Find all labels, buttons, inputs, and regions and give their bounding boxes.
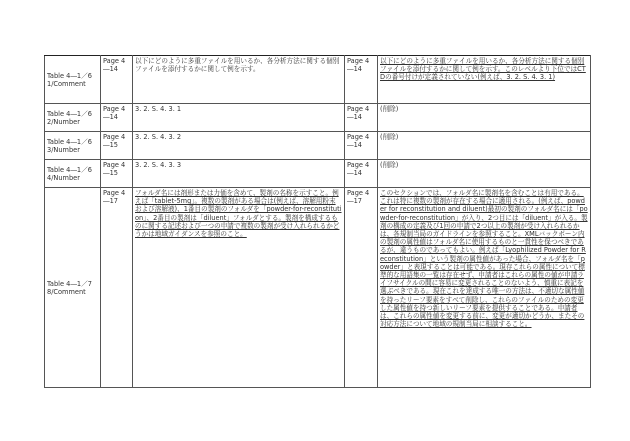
page-cell-right: Page 4―14 — [345, 104, 378, 132]
page-cell-left: Page 4―15 — [101, 160, 133, 188]
page-cell-left: Page 4―15 — [101, 132, 133, 160]
right-text-cell: (削除) — [378, 160, 591, 188]
right-text-cell: 以下にどのように多重ファイルを用いるか、各分析方法に関する個別ファイルを添付するかに関して例を示す。このレベルより下位ではCTDの番号付けが定義されていない(例えば、3. 2. S. 4. 3. 1) — [378, 56, 591, 104]
document-page — [44, 55, 590, 388]
reference-cell: Table 4―1／64/Number — [45, 160, 101, 188]
page-cell-left: Page 4―14 — [101, 104, 133, 132]
page-cell-right: Page 4―17 — [345, 188, 378, 388]
table-row — [45, 132, 591, 160]
reference-cell: Table 4―1／61/Comment — [45, 56, 101, 104]
left-text-cell: 以下にどのように多重ファイルを用いるか、各分析方法に関する個別ファイルを添付するかに関して例を示す。 — [133, 56, 345, 104]
left-text-cell: 3. 2. S. 4. 3. 2 — [133, 132, 345, 160]
left-text-cell: 3. 2. S. 4. 3. 3 — [133, 160, 345, 188]
table-row — [45, 104, 591, 132]
right-text-cell: このセクションでは、フォルダ名に製剤名を含むことは有用である。これは特に複数の製剤が存在する場合に適用される。(例えば、powder for reconstitution and diluent)最初の製剤のフォルダ名には「powder-for-reconstitution」が入り、2つ目には「diluent」が入る。製剤の構成の定義及び1回の申請で2つ以上の製剤が受け入れられるかは、各規制当局のガイドラインを参照すること。XMLバックボーン内の製剤の属性値はフォルダ名に使用するものと一貫性を保つべきであるが、違うものであってもよい。例えば「Lyophilized Powder for Reconstitution」という製剤の属性値があった場合、フォルダ名を「powder」と表現することは可能である。現存これらの属性について標準的な用語集の一覧は存在せず、申請者はこれらの属性の値が申請ライフサイクルの間に容易に変更されることのないよう、慎重に表記を選ぶべきである。現在これを達成する唯一の方法は、不適切な属性値を持ったリーフ要素をすべて削除し、これらのファイルのための変更した属性値を持つ新しいリーフ要素を提供することである。申請者は、これらの属性値を変更する前に、変更が適切かどうか、またその対応方法について地域の規制当局に相談すること。 — [378, 188, 591, 388]
page-cell-right: Page 4―14 — [345, 56, 378, 104]
page-cell-left: Page 4―14 — [101, 56, 133, 104]
page-cell-right: Page 4―14 — [345, 132, 378, 160]
table-row — [45, 160, 591, 188]
right-text-cell: (削除) — [378, 104, 591, 132]
left-text-cell: フォルダ名には剤形または力価を含めて、製剤の名称を示すこと。例えば「tablet-5mg」。複数の製剤がある場合は(例えば、溶解用粉末および溶解液)、1番目の製剤のフォルダを「powder-for-reconstitution」、2番目の製剤は「diluent」フォルダとする。製剤を構成するものに関する記述および一つの申請で複数の製剤が受け入れられるかどうかは地域ガイダンスを参照のこと。 — [133, 188, 345, 388]
reference-cell: Table 4―1／63/Number — [45, 132, 101, 160]
page-cell-right: Page 4―14 — [345, 160, 378, 188]
comparison-table — [44, 55, 591, 388]
table-row — [45, 56, 591, 104]
page-cell-left: Page 4―17 — [101, 188, 133, 388]
reference-cell: Table 4―1／78/Comment — [45, 188, 101, 388]
right-text-cell: (削除) — [378, 132, 591, 160]
reference-cell: Table 4―1／62/Number — [45, 104, 101, 132]
left-text-cell: 3. 2. S. 4. 3. 1 — [133, 104, 345, 132]
table-row — [45, 188, 591, 388]
